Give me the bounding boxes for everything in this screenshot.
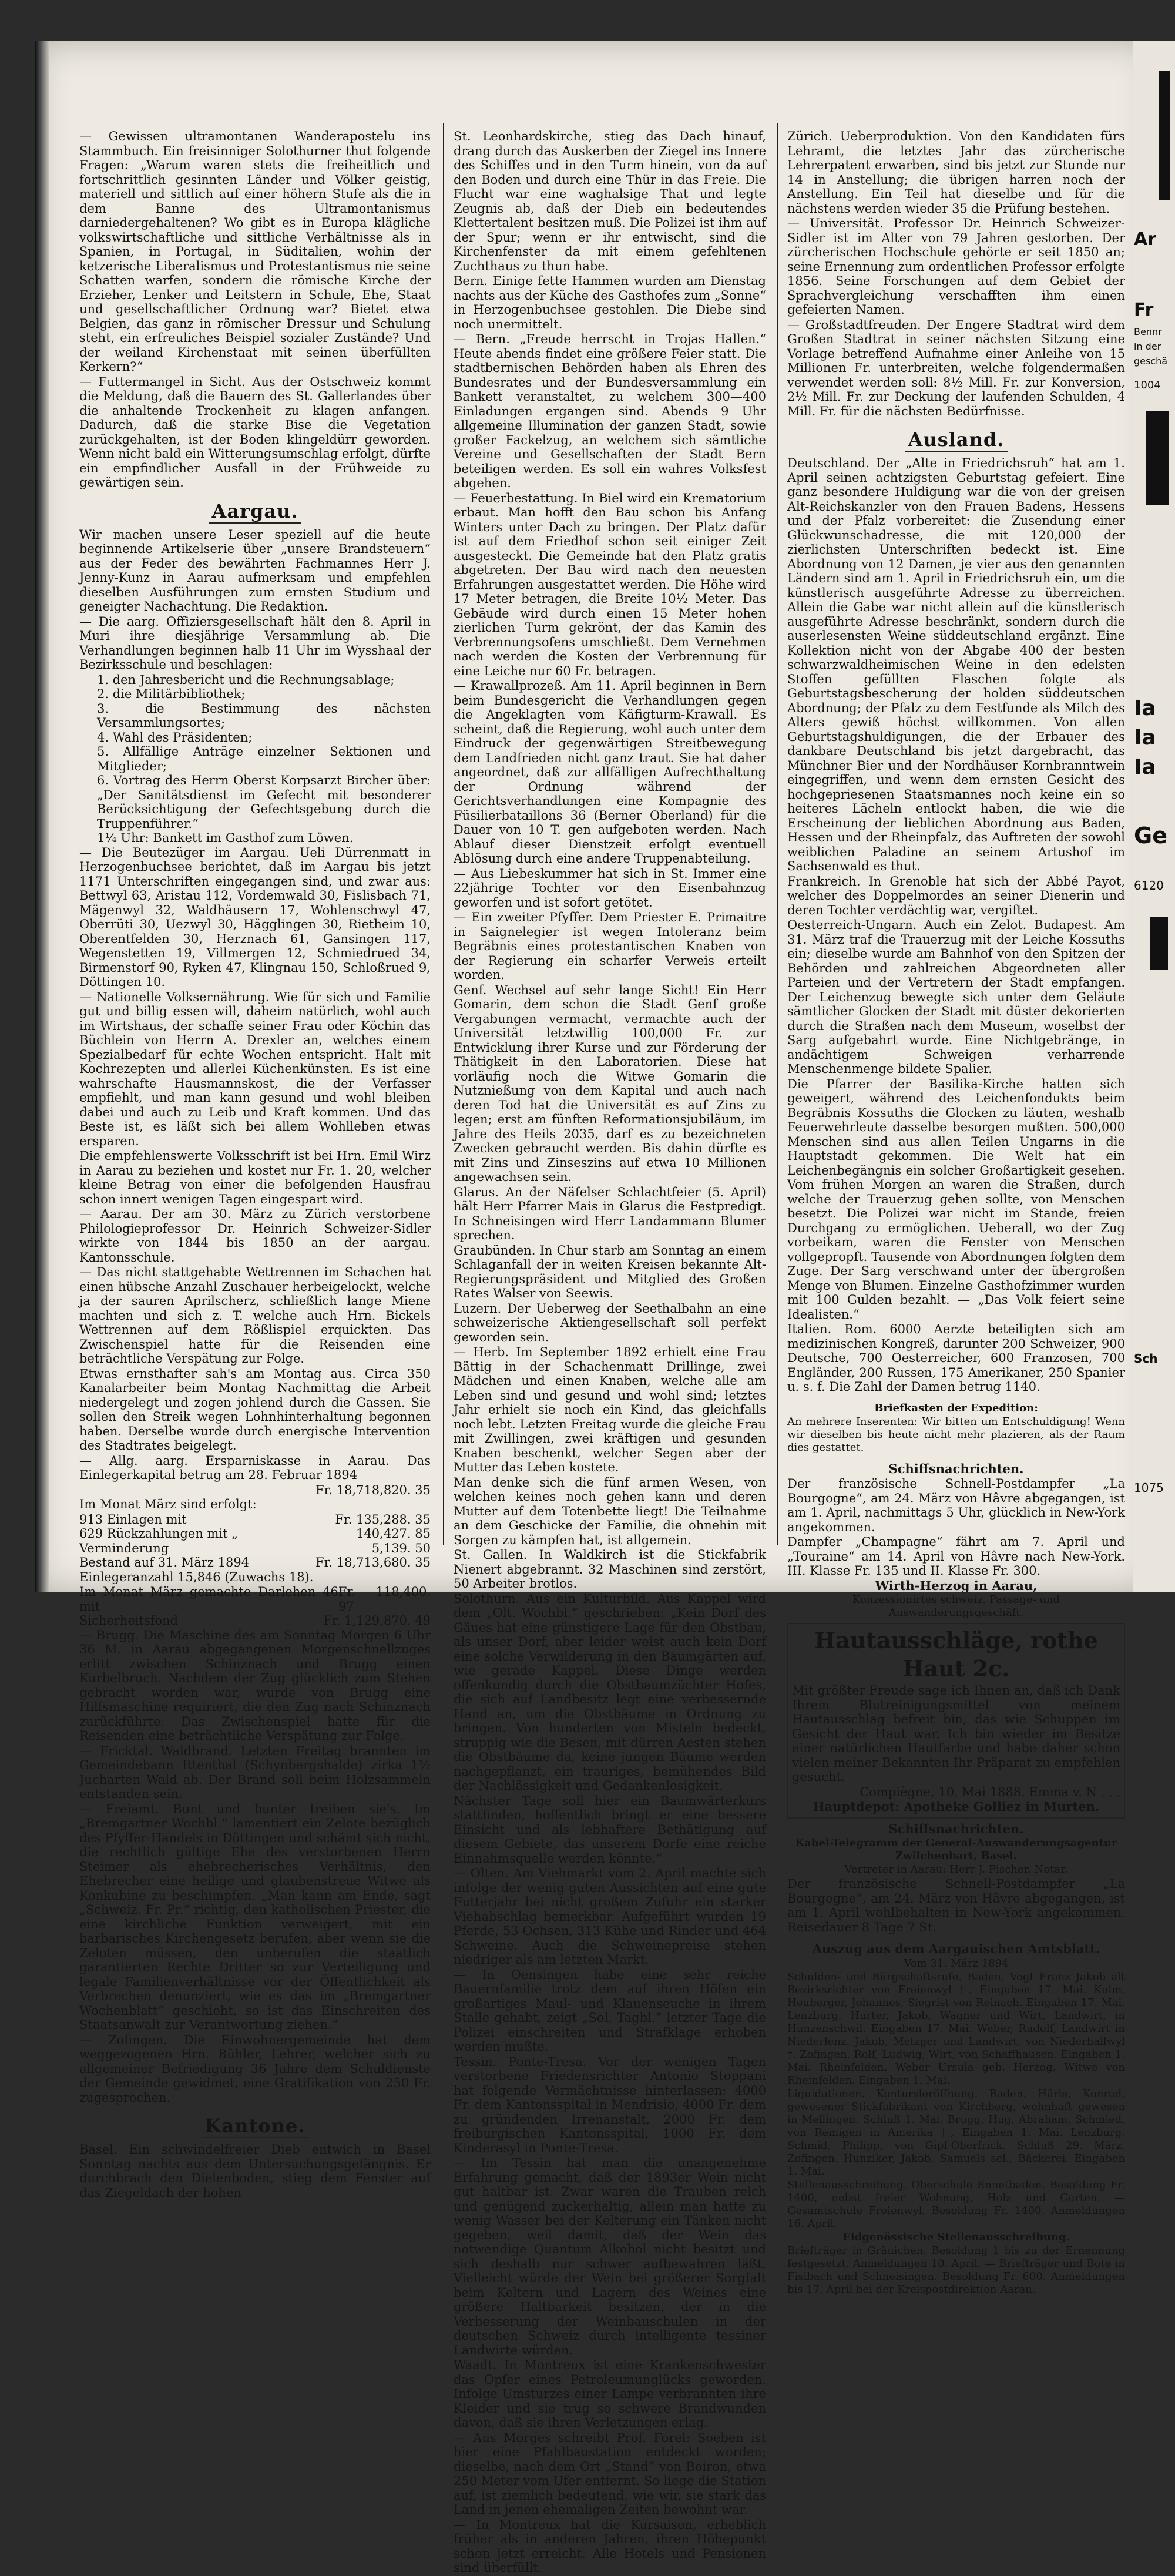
kabel-telegramm: Kabel-Telegramm der General-Auswanderungsagentur Zwilchenbart, Basel. [795,1837,1117,1862]
article-bern-freude: — Bern. „Freude herrscht in Trojas Hallen.“ Heute abends findet eine größere Feier statt. Die stadtbernischen Behörden haben als Ehren des Bundesrates und der Bundesversammlung ein Bankett veranstaltet, zu welchem 300—400 Einladungen ergangen sind. Abends 9 Uhr allgemeine Illumination der ganzen Stadt, sowie großer Fackelzug, an welchem sich sämtliche Vereine und Gesellschaften der Stadt Bern beteiligen werden. Es soll ein wahres Volksfest abgehen. [454,332,766,490]
agent-desc: Konzessionirtes schweiz. Passage- und Auswanderungsgeschäft. [852,1594,1060,1619]
briefkasten-header: Briefkasten der Expedition: [874,1401,1038,1414]
ledger-note: Einlegeranzahl 15,846 (Zuwachs 18). [79,1569,314,1584]
article-fricktal: — Fricktal. Waldbrand. Letzten Freitag brannten im Gemeindebann Ittenthal (Schynbergshalde) zirka 1½ Jucharten Wald ab. Der Brand soll beim Holzsammeln entstanden sein. [79,1743,431,1801]
article-st-gallen: St. Gallen. In Waldkirch ist die Stickfabrik Nienert abgebrannt. 32 Maschinen sind zerstört, 50 Arbeiter brotlos. [454,1548,766,1591]
black-bar [1150,917,1168,970]
article-brandsteuern: Wir machen unsere Leser speziell auf die heute beginnende Artikelserie über „unsere Brandsteuern“ aus der Feder des bewährten Fachmannes Herr J. Jenny-Kunz in Aarau aufmerksam und empfehlen dieselben Ausführungen zum ernsten Studium und geneigter Nachachtung. Die Redaktion. [79,527,431,613]
margin-text: Ia [1134,755,1156,779]
column-rule-2 [777,123,778,1545]
section-header-ausland: Ausland. [787,427,1125,452]
margin-text: Ar [1134,229,1157,250]
amtsblatt-text: Stellenausschreibung. Oberschule Ennetbaden. Besoldung Fr. 1400, nebst freier Wohnung, Holz und Garten. — Gesamtschule Freienwyl. Besoldung Fr. 1400. Anmeldungen 16. April. [787,2178,1125,2230]
article-freiamt: — Freiamt. Bunt und bunter treiben sie's. Im „Bremgartner Wochbl.“ lamentiert ein Zelote bezüglich des Pfyffer-Handels in Döttingen und schämt sich nicht, die rechtlich gültige Ehe des verstorbenen Herrn Steimer als ehebrecherisches Verhältnis, den Ehebrecher eine heilige und glaubenstreue Witwe als Konkubine zu beschimpfen. „Man kann am Ende, sagt „Schweiz. Fr. Pr.“ richtig, den katholischen Priester, die eine kirchliche Funktion verweigert, mit ein barbarisches Kirchengesetz berufen, aber wenn sie die Zeloten müssen, den unberufen die staatlich garantierten Rechte Dritter so zur Verteiligung und legale Familienverhältnisse vor der Öffentlichkeit als Verbrechen denunziert, wie es das im „Bremgartner Wochenblatt“ geschieht, so ist das Einschreiten des Staatsanwalt zur Verantwortung ziehen.“ [79,1802,431,2032]
ledger-row: Im Monat März gemachte Darlehen 46 mit Fr. 118,400. 97 [79,1585,431,1614]
schiffsnachrichten-header: Schiffsnachrichten. [888,1461,1024,1476]
margin-text: Ia [1134,696,1156,720]
agenda-item: 6. Vortrag des Herrn Oberst Korpsarzt Bircher über: „Der Sanitätsdienst im Gefecht mit besonderer Berücksichtigung der Gefechtsgebung durch die Truppenführer.“ [97,773,431,831]
agenda-item: 3. die Bestimmung des nächsten Versammlungsortes; [97,701,431,730]
ledger-row: 913 Einlagen mit Fr. 135,288. 35 [79,1512,431,1527]
ad-depot: Hauptdepot: Apotheke Golliez in Murten. [813,1799,1100,1814]
article-volksernaehrung: — Nationelle Volksernährung. Wie für sich und Familie gut und billig essen will, daheim natürlich, wohl auch im Wirtshaus, der schaffe seiner Frau oder Köchin das Büchlein von Herrn A. Drexler an, welches einem Spezialbedarf für echte Wochen entspricht. Halt mit Kochrezepten und allerlei Küchenkünsten. Es ist eine wahrschafte Hausmannskost, die der Verfasser empfiehlt, und man kann gesund und wohl bleiben dabei und auch zu Leib und Kraft kommen. Und das Beste ist, es läßt sich bei allem Wohlleben etwas ersparen. [79,990,431,1148]
article-zofingen: — Zofingen. Die Einwohnergemeinde hat dem weggezogenen Hrn. Bühler, Lehrer, welcher sich zu allgemeiner Befriedigung 36 Jahre dem Schuldienste der Gemeinde gewidmet, eine Gratifikation von 250 Fr. zugesprochen. [79,2032,431,2105]
agenda-list [79,673,431,846]
margin-text: Fr [1134,300,1154,320]
article-liebeskummer: — Aus Liebeskummer hat sich in St. Immer eine 22jährige Tochter vor den Eisenbahnzug geworfen und ist sofort getötet. [454,866,766,910]
margin-text: Ge [1134,823,1167,848]
article-glarus: Glarus. An der Näfelser Schlachtfeier (5. April) hält Herr Pfarrer Mais in Glarus die Festpredigt. In Schneisingen wird Herr Landammann Blumer sprechen. [454,1185,766,1242]
agenda-item: 1¼ Uhr: Bankett im Gasthof zum Löwen. [97,831,354,845]
agenda-item: 4. Wahl des Präsidenten; [97,730,253,744]
schiffsnachrichten-header-2: Schiffsnachrichten. [888,1821,1024,1836]
margin-text: geschä [1134,355,1168,367]
vertreter: Vertreter in Aarau: Herr J. Fischer, Notar. [844,1863,1068,1876]
margin-text: Sch [1134,1351,1158,1366]
agent-name: Wirth-Herzog in Aarau, [875,1578,1038,1593]
schiffs-text: Der französische Schnell-Postdampfer „La Bourgogne“, am 24. März von Hâvre abgegangen, ist am 1. April wohlbehalten in New-York angekommen. Reisedauer 8 Tage 7 St. [787,1877,1125,1934]
article-beutezueger: — Die Beutezüger im Aargau. Ueli Dürrenmatt in Herzogenbuchsee berichtet, daß im Aargau bis jetzt 1171 Unterschriften eingegangen sind, und zwar aus: Bettwyl 63, Aristau 112, Vordemwald 30, Fislisbach 71, Mägenwyl 32, Waldhäusern 17, Wohlenschwyl 47, Oberrüti 30, Uezwyl 30, Hägglingen 30, Rietheim 10, Oberentfelden 30, Herznach 61, Gansingen 117, Wegenstetten 19, Villmergen 12, Schmiedrued 34, Birmenstorf 90, Ryken 47, Klingnau 150, Schloßrued 9, Döttingen 10. [79,845,431,989]
article-ersparniskasse: — Allg. aarg. Ersparniskasse in Aarau. Das Einlegerkapital betrug am 28. Februar 1894 [79,1453,431,1482]
agenda-item: 1. den Jahresbericht und die Rechnungsablage; [97,672,395,687]
article-drillinge: — Herb. Im September 1892 erhielt eine Frau Bättig in der Schachenmatt Drillinge, zwei Mädchen und einen Knaben, welche alle am Leben sind und gesund und wohl sind; letztes Jahr erhielt sie noch ein Kind, das gleichfalls noch lebt. Letzten Freitag wurde die gleiche Frau mit Zwillingen, zwei kräftigen und gesunden Knaben beschenkt, welcher Segen aber der Mutter das Leben kostete. [454,1345,766,1474]
article-brugg: — Brugg. Die Maschine des am Sonntag Morgen 6 Uhr 36 M. in Aarau abgegangenen Morgenschnellzuges erlitt zwischen Schinznach und Brugg einen Kurbelbruch. Nachdem der Zug glücklich zum Stehen gebracht worden war, wurde von Brugg eine Hilfsmaschine requiriert, die den Zug nach Schinznach zurückführte. Das Zwischenspiel hatte für die Reisenden eine beträchtliche Verspätung zur Folge. [79,1628,431,1743]
margin-text: 1075 [1134,1481,1164,1495]
advertisement-box [787,1623,1125,1819]
agenda-item: 2. die Militärbibliothek; [97,687,246,701]
article-basel-cont: St. Leonhardskirche, stieg das Dach hinauf, drang durch das Auskerben der Ziegel ins Innere des Schiffes und in den Turm hinein, von da auf den Boden und durch eine Thür in das Freie. Die Flucht war eine waghalsige That und legte Zeugnis ab, daß der Dieb ein bedeutendes Klettertalent besitzen muß. Die Polizei ist ihm auf der Spur; wenn er ihr entwischt, sind die Kirchenfenster da mit einem gefehltenen Zuchthaus zu thun habe. [454,129,766,273]
article-graubuenden: Graubünden. In Chur starb am Sonntag an einem Schlaganfall der in weiten Kreisen bekannte Alt-Regierungspräsident und Mitglied des Großen Rates Walser von Seewis. [454,1243,766,1300]
ad-title: Hautausschläge, rothe Haut 2c. [814,1627,1098,1682]
margin-text: 1004 [1134,379,1161,391]
black-bar [1159,71,1170,200]
amtsblatt-header: Auszug aus dem Aargauischen Amtsblatt. [812,1941,1100,1956]
amtsblatt-text: Briefträger in Gränichen. Besoldung 1 bis zu der Ernennung festgesetzt. Anmeldungen 10. April. — Briefträger und Bote in Fisibach und Schneisingen. Besoldung Fr. 600. Anmeldungen bis 17. April bei der Kreispostdirektion Aarau. [787,2244,1125,2296]
article-basilika: Die Pfarrer der Basilika-Kirche hatten sich geweigert, während des Leichenfondukts beim Begräbnis Kossuths die Glocken zu läuten, weshalb Feuerwehrleute dasselbe besorgen mußten. 500,000 Menschen sind aus allen Teilen Ungarns in die Hauptstadt gekommen. Die Welt hat ein Leichenbegängnis ein solcher Großartigkeit gesehen. Vom frühen Morgen an waren die Straßen, durch welche der Trauerzug gehen sollte, von Menschen besetzt. Die Polizei war nicht im Stande, freien Durchgang zu ermöglichen. Ueberall, wo der Zug vorbeikam, waren die Fenster von Menschen vollgepropft. Tausende von Abordnungen folgten dem Zuge. Der Sarg verschwand unter der übergroßen Menge von Blumen. Einzelne Gasthofzimmer wurden mit 100 Gulden bezahlt. — „Das Volk feiert seine Idealisten.“ [787,1076,1125,1321]
article-frankreich: Frankreich. In Grenoble hat sich der Abbé Payot, welcher des Doppelmordes an seiner Dienerin und deren Tochter verdächtig war, vergiftet. [787,874,1125,917]
article-deutschland: Deutschland. Der „Alte in Friedrichsruh“ hat am 1. April seinen achtzigsten Geburtstag gefeiert. Eine ganz besondere Huldigung war die von der greisen Alt-Reichskanzler von den Frauen Badens, Hessens und der Pfalz vorbereitet: die Zusendung einer Glückwunschadresse, die mit 120,000 der zierlichsten Unterschriften bedeckt ist. Eine Abordnung von 12 Damen, je vier aus den genannten Ländern sind am 1. April in Friedrichsruh ein, um die künstlerisch ausgeführte Adresse zu überreichen. Allein die Gabe war nicht allein auf die künstlerisch ausgeführte Adresse beschränkt, sondern durch die auserlesensten Weine süddeutschland ergänzt. Eine Kollektion nicht von der Abgabe 400 der besten schwarzwaldheimischen Weine in den edelsten Stoffen gefüllten Flaschen folgte als Geburtstagsbescherung der holden süddeutschen Abordnung; der Pfalz zu dem Festfunde als Milch des Alters gewiß höchst willkommen. Von allen Geburtstagshuldigungen, die der Erbauer des dankbare Deutschland bis jetzt dargebracht, das Münchner Bier und der Nordhäuser Kornbranntwein eingegriffen, und wenn dem ernsten Gesicht des hochgepriesenen Staatsmannes noch keine ein so heiteres Lächeln entlockt haben, die wie die Erscheinung der lieblichen Abordnung aus Baden, Hessen und der Rheinpfalz, das Auftreten der sowohl weiblichen Paladine an seinem Artushof im Sachsenwald es thut. [787,456,1125,873]
section-header-aargau: Aargau. [79,498,431,524]
article-tessin-wein: — Im Tessin hat man die unangenehme Erfahrung gemacht, daß der 1893er Wein nicht gut haltbar ist. Zwar waren die Trauben reich und genügend zuckerhaltig, allein man hatte zu wenig Wasser bei der Kelterung ein Tänken nicht gegeben, weil damit, daß der Wein das notwendige Quantum Alkohol nicht besitzt und sich deshalb nur schwer aufbewahren läßt. Vielleicht würde der Wein bei größerer Sorgfalt beim Keltern und Lagern des Weines eine größere Haltbarkeit besitzen, der in die Verbesserung der Weinbauschulen in der deutschen Schweiz durch intelligente tessiner Landwirte würden. [454,2156,766,2357]
article-volksschrift: Die empfehlenswerte Volksschrift ist bei Hrn. Emil Wirz in Aarau zu beziehen und kostet nur Fr. 1. 20, welcher kleine Betrag von einer die befolgenden Hausfrau schon innert wenigen Tagen eingespart wird. [79,1149,431,1206]
article-futtermangel: — Futtermangel in Sicht. Aus der Ostschweiz kommt die Meldung, daß die Bauern des St. Gallerlandes über die anhaltende Trockenheit zu klagen anfangen. Dadurch, daß die starke Bise die Vegetation zurückgehalten, ist der Boden klingeldürr geworden. Wenn nicht bald ein Witterungsumschlag erfolgt, dürfte ein empfindlicher Ausfall in der Frühweide zu gewärtigen sein. [79,374,431,489]
article-italien: Italien. Rom. 6000 Aerzte beteiligten sich am medizinischen Kongreß, darunter 200 Schweizer, 900 Deutsche, 700 Oesterreicher, 600 Franzosen, 700 Engländer, 200 Russen, 175 Amerikaner, 250 Spanier u. s. f. Die Zahl der Damen betrug 1140. [787,1322,1125,1394]
ledger-row: 629 Rückzahlungen mit „ 140,427. 85 [79,1527,431,1541]
ledger-note: Im Monat März sind erfolgt: [79,1497,257,1511]
ad-text: Mit größter Freude sage ich Ihnen an, daß ich Dank Ihrem Blutreinigungsmittel von meinem Hautausschlag befreit bin, das wie Schuppen im Gesicht der Haut war. Ich bin wieder im Besitze einer natürlichen Hautfarbe und habe daher schon vielen meiner Bekannten Ihr Präparat zu empfehlen gesucht. [792,1683,1120,1784]
margin-text: Ia [1134,726,1156,750]
article-basel: Basel. Ein schwindelfreier Dieb entwich in Basel Sonntag nachts aus dem Untersuchungsgefängnis. Er durchbrach den Dielenboden, stieg dem Fenster auf das Ziegeldach der hohen [79,2142,431,2200]
ledger-row: Bestand auf 31. März 1894 Fr. 18,713,680. 35 [79,1555,431,1569]
article-tessin: Tessin. Ponte-Tresa. Vor der wenigen Tagen verstorbene Friedensrichter Antonio Stoppani hat folgende Vermächtnisse hinterlassen: 4000 Fr. dem Kantonsspital in Mendrisio, 4000 Fr. dem zu gründenden Irrenanstalt, 2000 Fr. dem freiburgischen Kantonsspital, 1000 Fr. dem Kinderasyl in Ponte-Tresa. [454,2054,766,2155]
book-binding [35,41,49,1592]
article-genf: Genf. Wechsel auf sehr lange Sicht! Ein Herr Gomarin, dem schon die Stadt Genf große Vergabungen vermacht, vermachte auch der Universität letztwillig 100,000 Fr. zur Entwicklung ihrer Kurse und zur Förderung der Thätigkeit in den Laboratorien. Diese hat vorläufig noch die Witwe Gomarin die Nutznießung von dem Kapital und auch nach deren Tod hat die Universität es auf Zins zu legen; erst am fünften Reformationsjubiläum, im Jahre des Heils 2035, darf es zu bezeichneten Zwecken gebraucht werden. Bis dahin dürfte es mit Zins und Zinseszins auf etwa 10 Millionen angewachsen sein. [454,982,766,1184]
agenda-item: 5. Allfällige Anträge einzelner Sektionen und Mitglieder; [97,744,431,773]
amtsblatt-text: Liquidationen. Kontursleröffnung. Baden. Härle, Konrad, gewesener Stickfabrikant von Kirchberg, wohnhaft gewesen in Mellingen. Schluß 1. Mai. Brugg. Hug, Abraham, Schmied, von Remigen in Amerika †, Eingaben 1. Mai. Lenzburg. Schmid, Philipp, von Gipf-Oberfrick. Schluß 29. März. Zofingen. Hunziker, Jakob, Samuels sel., Bäckerei. Eingaben 1. Mai. [787,2087,1125,2178]
article-universitaet: — Universität. Professor Dr. Heinrich Schweizer-Sidler ist im Alter von 79 Jahren gestorben. Der zürcherischen Hochschule gehörte er seit 1850 an; seine Ernennung zum ordentlichen Professor erfolgte 1856. Seine Forschungen auf dem Gebiet der Sprachvergleichung verschafften ihm einen gefeierten Namen. [787,216,1125,317]
schiffs-text: Der französische Schnell-Postdampfer „La Bourgogne“, am 24. März von Hâvre abgegangen, ist am 1. April, nachmittags 5 Uhr, glücklich in New-York angekommen. [787,1477,1125,1534]
schiffs-text: Dampfer „Champagne“ fährt am 7. April und „Touraine“ am 14. April von Hâvre nach New-York. III. Klasse Fr. 135 und II. Klasse Fr. 300. [787,1535,1125,1578]
newspaper-page [35,41,1154,2575]
briefkasten-text: An mehrere Inserenten: Wir bitten um Entschuldigung! Wenn wir dieselben bis heute nicht mehr plazieren, als der Raum dies gestattet. [787,1415,1125,1454]
article-offiziersgesellschaft: — Die aarg. Offiziersgesellschaft hält den 8. April in Muri ihre diesjährige Versammlung ab. Die Verhandlungen beginnen halb 11 Uhr im Wysshaal der Bezirksschule und beschlagen: [79,614,431,672]
article-aarau-professor: — Aarau. Der am 30. März zu Zürich verstorbene Philologieprofessor Dr. Heinrich Schweizer-Sidler wirkte von 1844 bis 1850 an der aargau. Kantonsschule. [79,1207,431,1264]
ledger-opening: Fr. 18,718,820. 35 [315,1482,431,1497]
column-rule-1 [443,123,444,1545]
article-oensingen: — In Oensingen habe eine sehr reiche Bauernfamilie trotz dem auf ihren Höfen ein großartiges Maul- und Klauenseuche in ihrem Stalle gehabt, zeigt „Sol. Tagbl.“ letzter Tage die Polizei einschreiten und Strafklage erhoben werden mußte. [454,1967,766,2054]
column-2 [454,129,766,2576]
article-morges: — Aus Morges schreibt Prof. Forel: Soeben ist hier eine Pfahlbaustation entdeckt worden; dieselbe, nach dem Ort „Stand“ von Boiron, etwa 250 Meter vom Ufer entfernt. So liege die Station auf, ist ziemlich bedeutend, wie wir, sie stark das Land in jenen ehemaligen Zeiten bewohnt war. [454,2430,766,2517]
article-krawallprozess: — Krawallprozeß. Am 11. April beginnen in Bern beim Bundesgericht die Verhandlungen gegen die Angeklagten vom Käfigturm-Krawall. Es scheint, daß die Regierung, wohl auch unter dem Eindruck der gegenwärtigen Streitbewegung dem Landfrieden nicht ganz traut. Sie hat daher angeordnet, daß zur allfälligen Aufrechthaltung der Ordnung während der Gerichtsverhandlungen eine Kompagnie des Füsilierbataillons 36 (Berner Oberland) für die Dauer von 10 T. gen aufgeboten werden. Nach Ablauf dieser Dienstzeit erfolgt eventuell Ablösung durch eine andere Truppenabteilung. [454,679,766,866]
amtsblatt-subheader: Eidgenössische Stellenausschreibung. [842,2230,1070,2243]
article-feuerbestattung: — Feuerbestattung. In Biel wird ein Krematorium erbaut. Man hofft den Bau schon bis Anfang Winters unter Dach zu bringen. Der Platz dafür ist auf dem Friedhof schon seit einiger Zeit ausgesteckt. Die Gemeinde hat den Platz gratis abgetreten. Der Bau wird nach den neuesten Erfahrungen ausgestattet werden. Die Höhe wird 17 Meter betragen, die Breite 10½ Meter. Das Gebäude wird durch einen 15 Meter hohen zierlichen Turm gekrönt, der das Kamin des Verbrennungsofens umschließt. Dem Vernehmen nach werden die Kosten der Verbrennung für eine Leiche nur 60 Fr. betragen. [454,491,766,678]
article-olten: — Olten. Am Viehmarkt vom 2. April machte sich infolge der wenig guten Aussichten auf eine gute Futterjahr bei nicht großem Zufuhr ein starker Viehabschlag bemerkbar. Aufgeführt wurden 19 Pferde, 53 Ochsen, 313 Kühe und Rinder und 464 Schweine. Auch die Schweinepreise stehen niedriger als am letzten Markt. [454,1866,766,1967]
margin-text: Bennr [1134,326,1162,337]
ledger-row: Verminderung 5,139. 50 [79,1541,431,1555]
section-header-kantone: Kantone. [79,2113,431,2139]
article-pfyffer: — Ein zweiter Pfyffer. Dem Priester E. Primaitre in Saignelegier ist wegen Intoleranz beim Begräbnis eines protestantischen Knaben von der Regierung ein scharfer Verweis erteilt worden. [454,910,766,982]
article-bern-hammen: Bern. Einige fette Hammen wurden am Dienstag nachts aus der Küche des Gasthofes zum „Sonne“ in Herzogenbuchsee gestohlen. Die Diebe sind noch unermittelt. [454,274,766,331]
amtsblatt-text: Schulden- und Bürgschaftsrufe. Baden. Vogt Franz Jakob alt Bezirksrichter von Freienwyl †. Eingaben 17. Mai. Kulm. Heuberger, Johannes, Siegrist von Reinach. Eingaben 17. Mai. Lenzburg. Hurter, Jakob, Wagner und Wirt, Landwirt, in Hunzenschwil. Eingaben 17. Mai. Weber, Rudolf, Landwirt in Niederlenz. Jakob, Metzger und Landwirt, von Niederhallwyl †. Zofingen. Rolf, Ludwig, Wirt, von Schaffhausen. Eingaben 1. Mai. Rheinfelden. Weber Ursula geb. Herzog, Witwe von Rheinfelden. Eingaben 1. Mai. [787,1970,1125,2087]
article-grossstadt: — Großstadtfreuden. Der Engere Stadtrat wird dem Großen Stadtrat in seiner nächsten Sitzung eine Vorlage betreffend Aufnahme einer Anleihe von 15 Millionen Fr. unterbreiten, welche folgendermaßen verwendet werden soll: 8½ Mill. Fr. zur Konversion, 2½ Mill. Fr. zur Deckung der laufenden Schulden, 4 Mill. Fr. für die nächsten Bedürfnisse. [787,317,1125,418]
article-oesterreich: Oesterreich-Ungarn. Auch ein Zelot. Budapest. Am 31. März traf die Trauerzug mit der Leiche Kossuths ein; dieselbe wurde am Bahnhof von den Spitzen der Behörden und zahlreichen Abgeordneten aller Parteien und der Vertretern der Stadt empfangen. Der Leichenzug bewegte sich unter dem Geläute sämtlicher Glocken der Stadt mit düster dekorierten durch die Straßen nach dem Museum, woselbst der Sarg aufgebahrt wurde. Eine Nichtgebränge, in andächtigem Schweigen verharrende Menschenmenge bildete Spalier. [787,918,1125,1076]
article-luzern: Luzern. Der Ueberweg der Seethalbahn an eine schweizerische Aktiengesellschaft soll perfekt geworden sein. [454,1301,766,1344]
article-solothurn: Solothurn. Aus ein Kulturbild. Aus Kappel wird dem „Olt. Wochbl.“ geschrieben: „Kein Dorf des Gäues hat eine günstigere Lage für den Obstbau, als unser Dorf, aber leider weist auch kein Dorf eine solche Verwilderung in den Baumgärten auf, wie gerade Kappel. Diese Dinge werden offenkundig durch die Obstbaumzüchter Hofes, die sich auf Landbesitz legt eine verbessernde Hand an, um die Obstbäume in Ordnung zu bringen. Von hunderten von Misteln bedeckt, struppig wie die Besen, mit dürren Aesten stehen die Obstbäume da, keine jungen Bäume werden nachgepflanzt, ein trauriges, bemühendes Bild der Nachlässigkeit und Gedankenlosigkeit. [454,1591,766,1793]
column-1 [79,129,431,2201]
article-drillinge-cont: Man denke sich die fünf armen Wesen, von welchen keines noch gehen kann und deren Mutter auf dem Totenbette liegt! Die Teilnahme an dem Geschicke der Familie, die ohnehin mit Sorgen zu kämpfen hat, ist allgemein. [454,1475,766,1547]
black-bar [1146,411,1169,505]
article-zuerich: Zürich. Ueberproduktion. Von den Kandidaten fürs Lehramt, die letztes Jahr das zürcherische Lehrerpatent erwarben, sind bis jetzt zur Stunde nur 14 in Anstellung; die übrigen harren noch der Anstellung. Ein Teil hat dieselbe und für die nächstens werden wieder 35 die Prüfung bestehen. [787,129,1125,216]
margin-text: 6120 [1134,878,1164,893]
ledger-row: Sicherheitsfond Fr. 1,129,870. 49 [79,1614,431,1628]
article-montreux: — In Montreux hat die Kursaison, erheblich früher als in anderen Jahren, ihren Höhepunkt schon jetzt erreicht. Alle Hotels und Pensionen sind überfüllt. [454,2517,766,2575]
column-3 [787,129,1125,2297]
article-wanderapostel: — Gewissen ultramontanen Wanderapostelu ins Stammbuch. Ein freisinniger Solothurner thut folgende Fragen: „Warum waren stets die freiheitlich und fortschrittlich gesinnten Länder und Völker geistig, materiell und sittlich auf einer höhern Stufe als die in dem Banne des Ultramontanismus darniedergehaltenen? Wo gibt es in Europa klägliche volkswirtschaftliche und sittliche Verhältnisse als in Spanien, in Portugal, in Süditalien, wohin der ketzerische Liberalismus und Protestantismus nie seine Schatten warfen, sondern die römische Kirche der Erzieher, Lenker und Leitstern in Schule, Ehe, Staat und gesellschaftlicher Ordnung war? Bietet etwa Belgien, das ganz in römischer Dressur und Schulung steht, ein erfreuliches Beispiel sozialer Zustände? Und der weiland Kirchenstaat mit seinen überfüllten Kerkern?“ [79,129,431,374]
article-wettrennen: — Das nicht stattgehabte Wettrennen im Schachen hat einen hübsche Anzahl Zuschauer herbeigelockt, welche ja der sauren Aprilscherz, schließlich lange Miene machten und sich z. T. welche auch Hrn. Bickels Wettrennen auf dem Rößlispiel erquickten. Das Zwischenspiel hatte für die Reisenden eine beträchtliche Verspätung zur Folge. [79,1265,431,1366]
amtsblatt-date: Vom 31. März 1894 [904,1957,1009,1970]
article-waadt: Waadt. In Montreux ist eine Krankenschwester das Opfer eines Petroleumunglücks geworden. Infolge Umsturzes einer Lampe verbrannten ihre Kleider und sie trug so schwere Brandwunden davon, daß sie ihren Verletzungen erlag. [454,2358,766,2430]
margin-text: in der [1134,341,1161,352]
article-kanalarbeiter: Etwas ernsthafter sah's am Montag aus. Circa 350 Kanalarbeiter beim Montag Nachmittag die Arbeit niedergelegt und zogen johlend durch die Gassen. Sie sollen den Streik wegen Lohnhinterhaltung begonnen haben. Derselbe wurde durch energische Intervention des Stadtrates beigelegt. [79,1366,431,1453]
article-solothurn-cont: Nächster Tage soll hier ein Baumwärterkurs stattfinden, hoffentlich bringt er eine bessere Einsicht und als lebhaftere Bethätigung auf diesem Gebiete, das unserem Dorfe eine reiche Einnahmsquelle werden könnte.“ [454,1793,766,1866]
ad-sign: Compiègne, 10. Mai 1888. Emma v. N . . . [860,1785,1120,1799]
